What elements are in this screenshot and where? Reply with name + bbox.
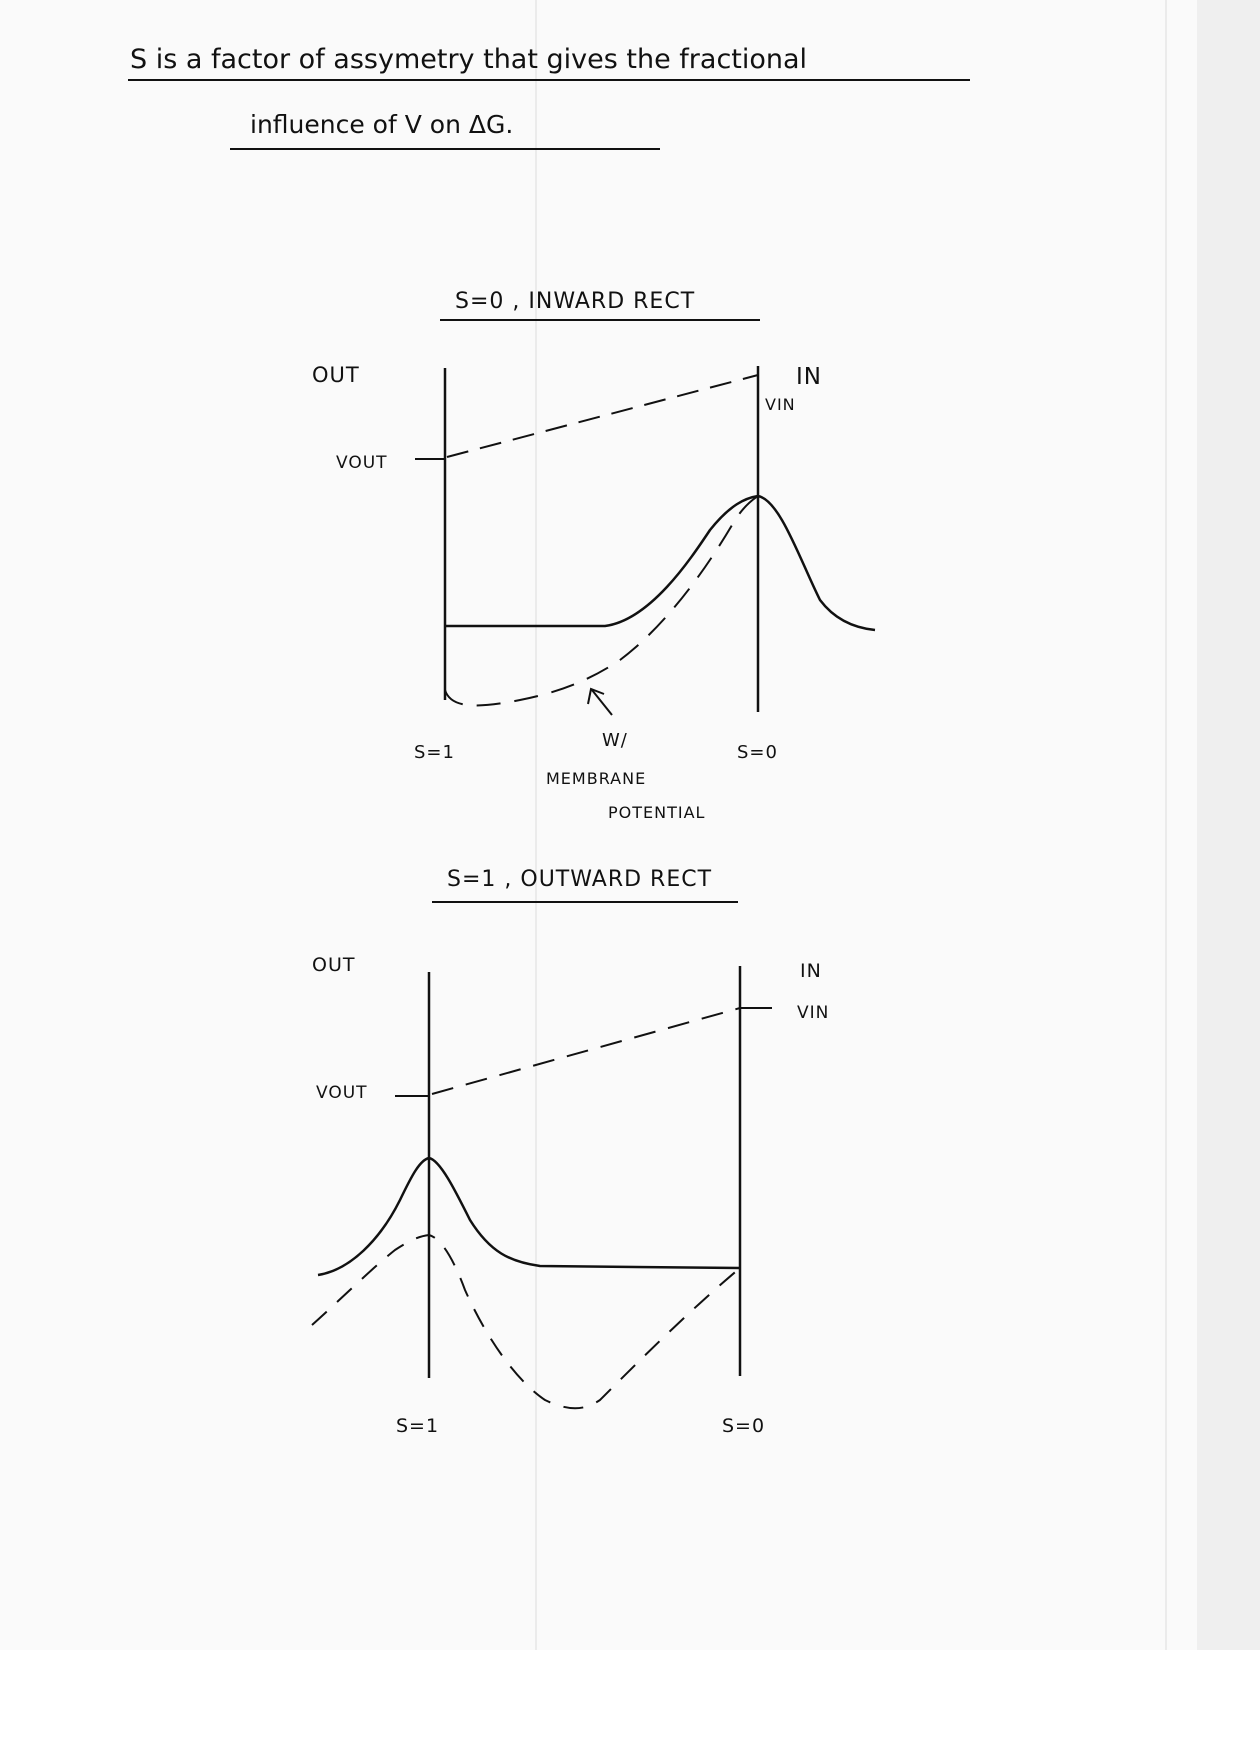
diagram-top-vin-label: VIN — [765, 395, 796, 414]
diagram-bottom — [312, 867, 829, 1437]
diagram-top-out-label: OUT — [312, 363, 360, 387]
diagram-top-left-axis-label: S=1 — [414, 742, 455, 763]
diagram-bottom-left-axis-label: S=1 — [396, 1415, 440, 1437]
header — [128, 44, 970, 149]
diagram-bottom-potential-line — [432, 1008, 740, 1094]
diagram-bottom-vout-label: VOUT — [316, 1083, 368, 1103]
header-line-1: S is a factor of assymetry that gives the fractional — [130, 44, 808, 75]
diagram-top-vout-label: VOUT — [336, 453, 388, 473]
diagram-bottom-energy-profile-with-potential — [312, 1235, 740, 1408]
diagram-top-right-axis-label: S=0 — [737, 742, 778, 763]
header-line-2: influence of V on ΔG. — [250, 110, 514, 139]
diagram-top-annotation-line-1: W/ — [602, 730, 628, 751]
diagram-bottom-energy-profile — [318, 1158, 740, 1275]
diagram-bottom-vin-label: VIN — [797, 1003, 830, 1023]
diagram-bottom-right-axis-label: S=0 — [722, 1415, 766, 1437]
diagram-bottom-in-label: IN — [800, 960, 822, 982]
diagram-bottom-title: S=1 , OUTWARD RECT — [447, 867, 713, 892]
diagram-top-title: S=0 , INWARD RECT — [455, 289, 696, 314]
diagram-top-energy-profile — [445, 496, 875, 630]
diagram-top-in-label: IN — [796, 364, 822, 390]
diagram-top — [312, 289, 875, 822]
diagram-top-potential-line — [447, 375, 758, 457]
diagram-bottom-out-label: OUT — [312, 954, 356, 976]
diagram-top-annotation-line-3: POTENTIAL — [608, 803, 706, 822]
diagram-top-annotation-line-2: MEMBRANE — [546, 769, 647, 788]
